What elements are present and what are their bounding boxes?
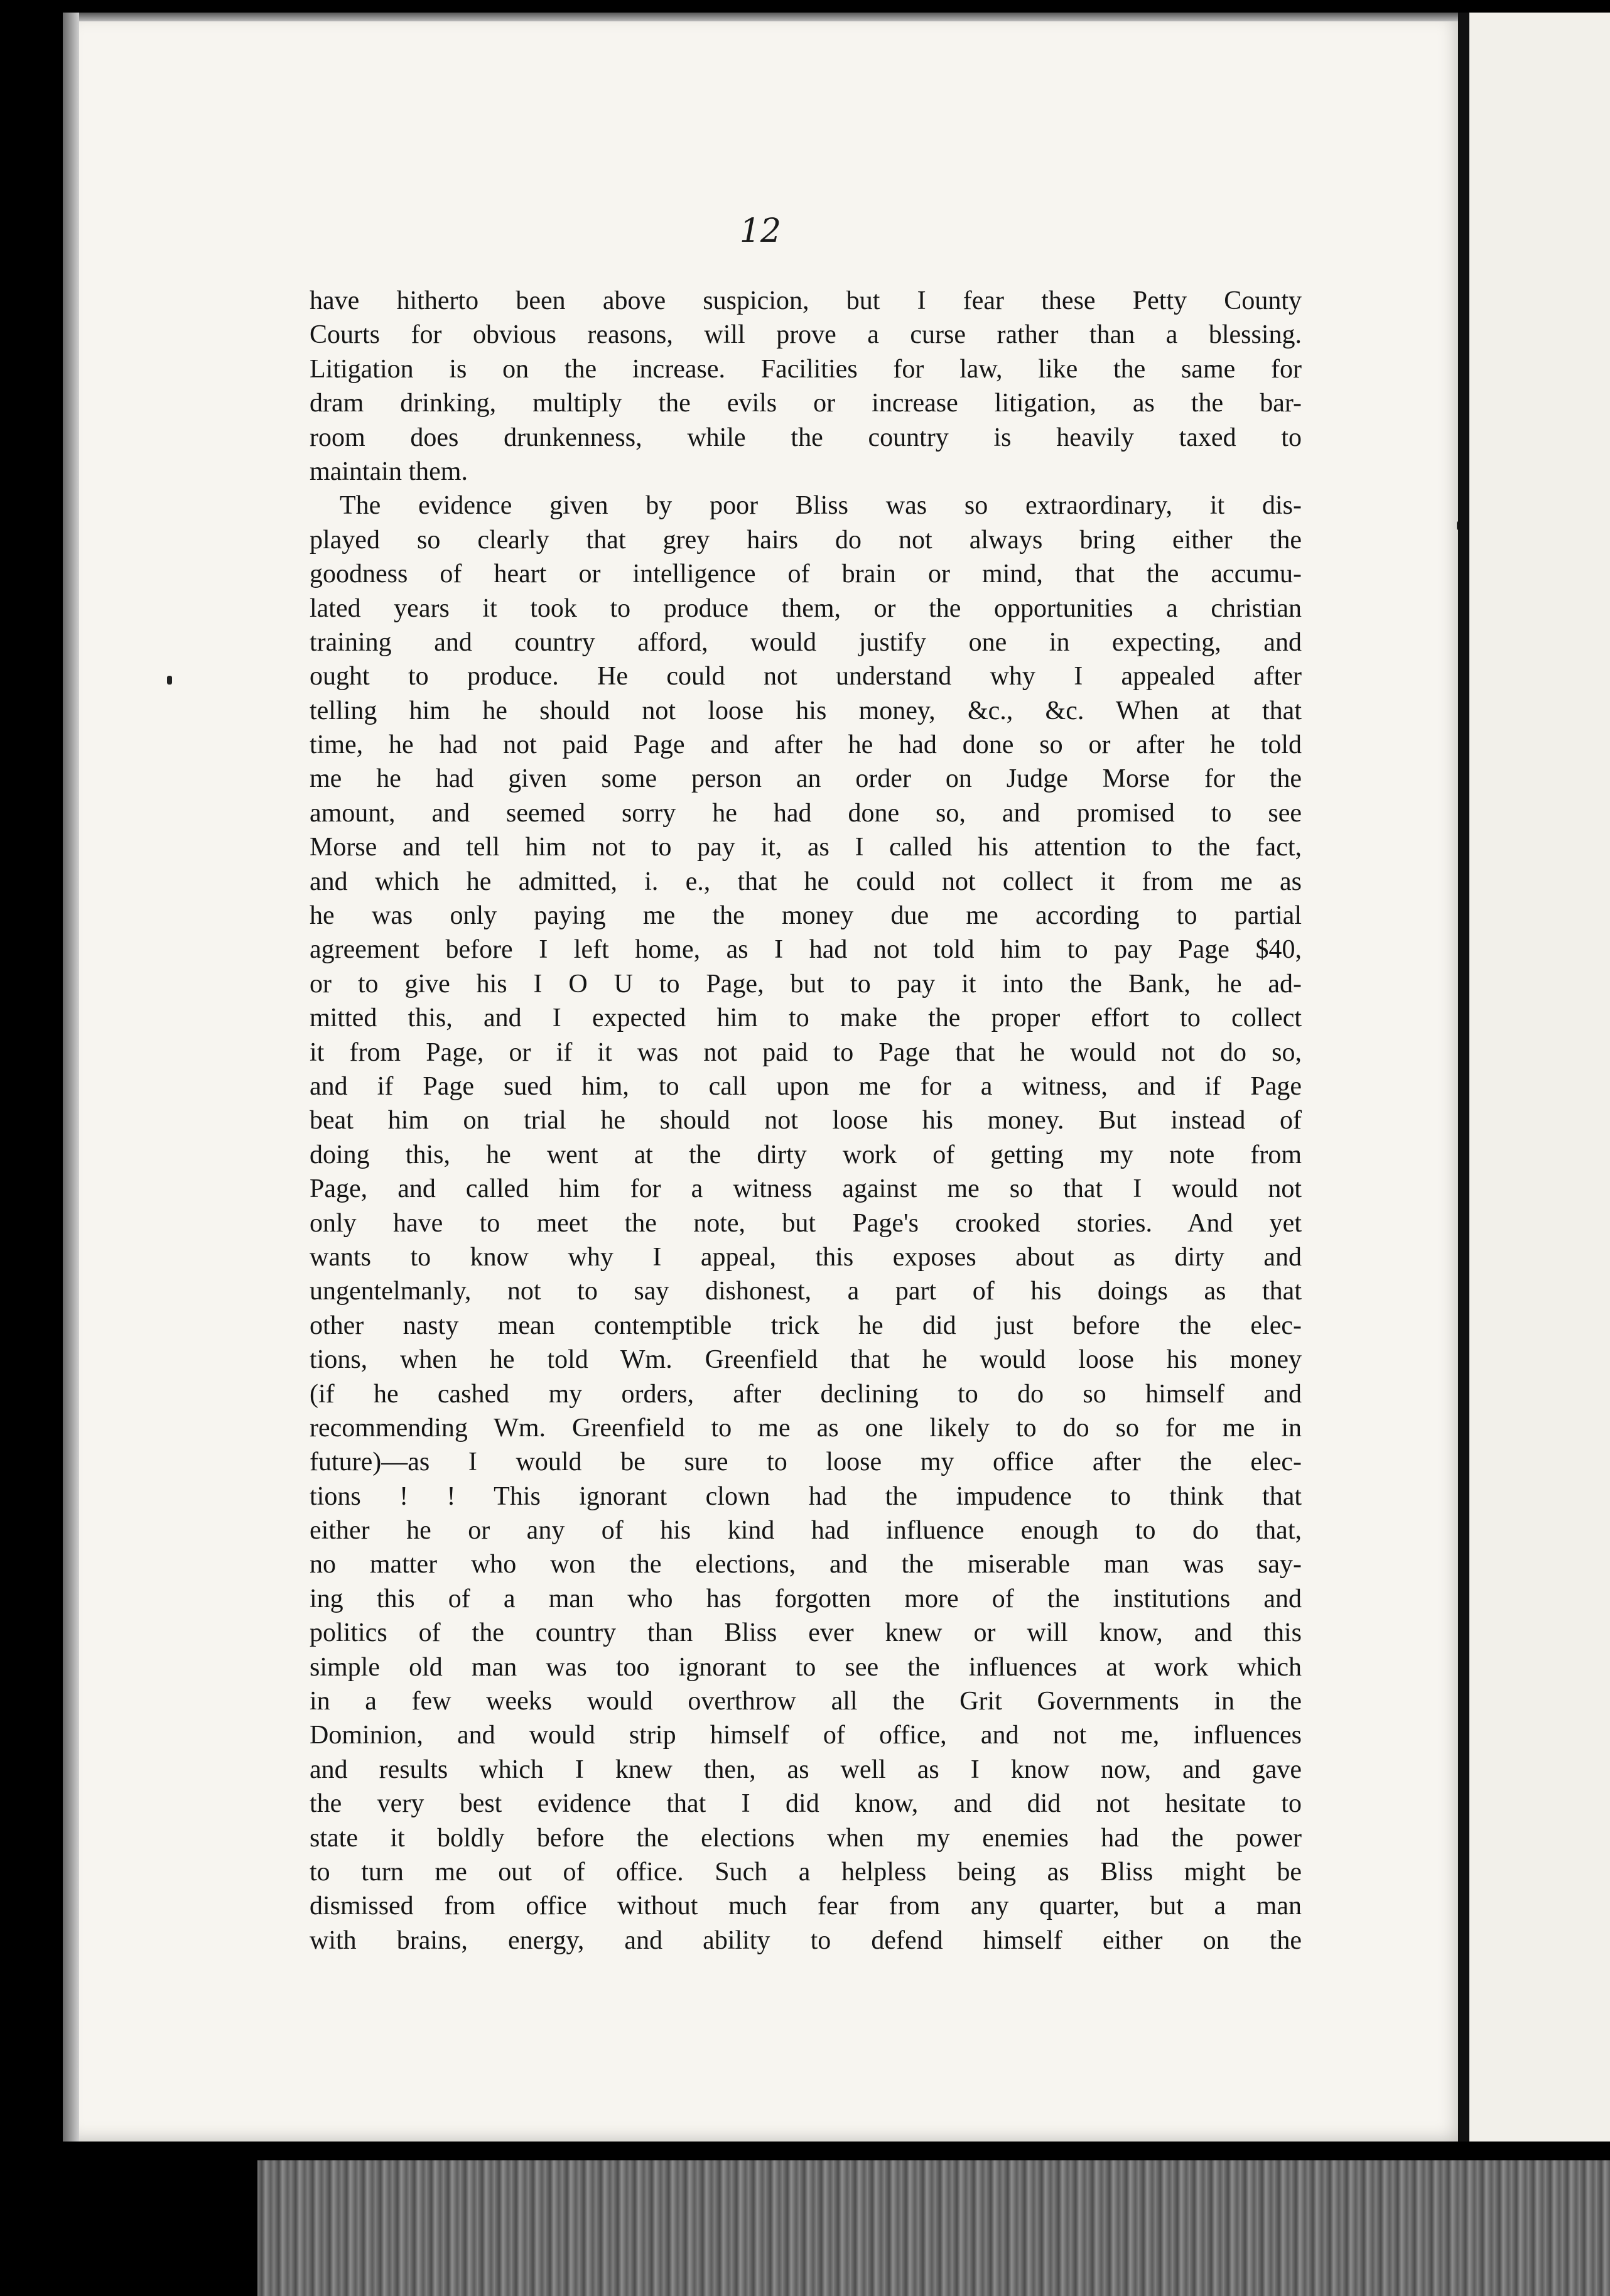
text-line: wants to know why I appeal, this exposes about as dirty and [310, 1242, 1302, 1272]
text-line: The evidence given by poor Bliss was so extraordinary, it dis- [340, 491, 1302, 521]
text-line: Dominion, and would strip himself of office, and not me, influences [310, 1721, 1302, 1750]
text-line: telling him he should not loose his money, &c., &c. When at that [310, 696, 1302, 725]
text-line: have hitherto been above suspicion, but I fear these Petty County [310, 286, 1302, 315]
text-line: dismissed from office without much fear from any quarter, but a man [310, 1892, 1302, 1921]
text-line: tions, when he told Wm. Greenfield that he would loose his money [310, 1345, 1302, 1375]
text-line: agreement before I left home, as I had not told him to pay Page $40, [310, 935, 1302, 965]
text-line: lated years it took to produce them, or the opportunities a christian [310, 593, 1302, 623]
text-line: it from Page, or if it was not paid to Page that he would not do so, [310, 1037, 1302, 1067]
text-line: and which he admitted, i. e., that he could not collect it from me as [310, 867, 1302, 896]
text-line: mitted this, and I expected him to make the proper effort to collect [310, 1004, 1302, 1033]
text-line: Page, and called him for a witness against me so that I would not [310, 1174, 1302, 1204]
text-line: the very best evidence that I did know, and did not hesitate to [310, 1789, 1302, 1819]
page-number: 12 [739, 212, 782, 250]
text-line: time, he had not paid Page and after he had done so or after he told [310, 730, 1302, 760]
text-line: goodness of heart or intelligence of brain or mind, that the accumu- [310, 560, 1302, 589]
book-page [63, 13, 1458, 2142]
text-line: ungentelmanly, not to say dishonest, a part of his doings as that [310, 1277, 1302, 1306]
text-line: either he or any of his kind had influence enough to do that, [310, 1516, 1302, 1546]
text-line: with brains, energy, and ability to defend himself either on the [310, 1925, 1302, 1955]
text-line: Courts for obvious reasons, will prove a curse rather than a blessing. [310, 320, 1302, 350]
text-line: and if Page sued him, to call upon me for a witness, and if Page [310, 1071, 1302, 1101]
page-left-edge [63, 13, 79, 2142]
text-line: doing this, he went at the dirty work of getting my note from [310, 1140, 1302, 1169]
text-line: simple old man was too ignorant to see the influences at work which [310, 1652, 1302, 1682]
text-line: state it boldly before the elections when my enemies had the power [310, 1823, 1302, 1853]
scan-bottom-strip [257, 2160, 1610, 2296]
page-top-edge [63, 13, 1458, 21]
text-line: (if he cashed my orders, after declining to do so himself and [310, 1379, 1302, 1409]
text-line: or to give his I O U to Page, but to pay it into the Bank, he ad- [310, 969, 1302, 999]
text-line: tions ! ! This ignorant clown had the impudence to think that [310, 1481, 1302, 1511]
text-line: maintain them. [310, 457, 468, 486]
text-line: in a few weeks would overthrow all the Grit Governments in the [310, 1687, 1302, 1716]
text-line: other nasty mean contemptible trick he did just before the elec- [310, 1311, 1302, 1340]
text-line: amount, and seemed sorry he had done so, and promised to see [310, 798, 1302, 828]
text-line: Litigation is on the increase. Facilities for law, like the same for [310, 354, 1302, 384]
text-line: me he had given some person an order on Judge Morse for the [310, 764, 1302, 794]
text-line: ing this of a man who has forgotten more of the institutions and [310, 1584, 1302, 1613]
text-line: beat him on trial he should not loose his money. But instead of [310, 1106, 1302, 1135]
text-line: politics of the country than Bliss ever knew or will know, and this [310, 1618, 1302, 1648]
body-text [310, 284, 1302, 1958]
adjacent-page-edge [1469, 13, 1610, 2142]
text-line: and results which I knew then, as well as I know now, and gave [310, 1755, 1302, 1784]
text-line: training and country afford, would justify one in expecting, and [310, 627, 1302, 657]
text-line: future)—as I would be sure to loose my office after the elec- [310, 1448, 1302, 1477]
text-line: Morse and tell him not to pay it, as I called his attention to the fact, [310, 833, 1302, 862]
text-line: to turn me out of office. Such a helpless being as Bliss might be [310, 1857, 1302, 1887]
text-line: no matter who won the elections, and the miserable man was say- [310, 1550, 1302, 1579]
page-gutter [1458, 13, 1469, 2142]
text-line: dram drinking, multiply the evils or increase litigation, as the bar- [310, 389, 1302, 418]
text-line: only have to meet the note, but Page's crooked stories. And yet [310, 1208, 1302, 1238]
text-line: recommending Wm. Greenfield to me as one likely to do so for me in [310, 1413, 1302, 1443]
text-line: played so clearly that grey hairs do not always bring either the [310, 525, 1302, 555]
text-line: ought to produce. He could not understand why I appealed after [310, 662, 1302, 691]
text-line: he was only paying me the money due me according to partial [310, 901, 1302, 931]
text-line: room does drunkenness, while the country is heavily taxed to [310, 423, 1302, 452]
ink-speck [167, 676, 172, 685]
